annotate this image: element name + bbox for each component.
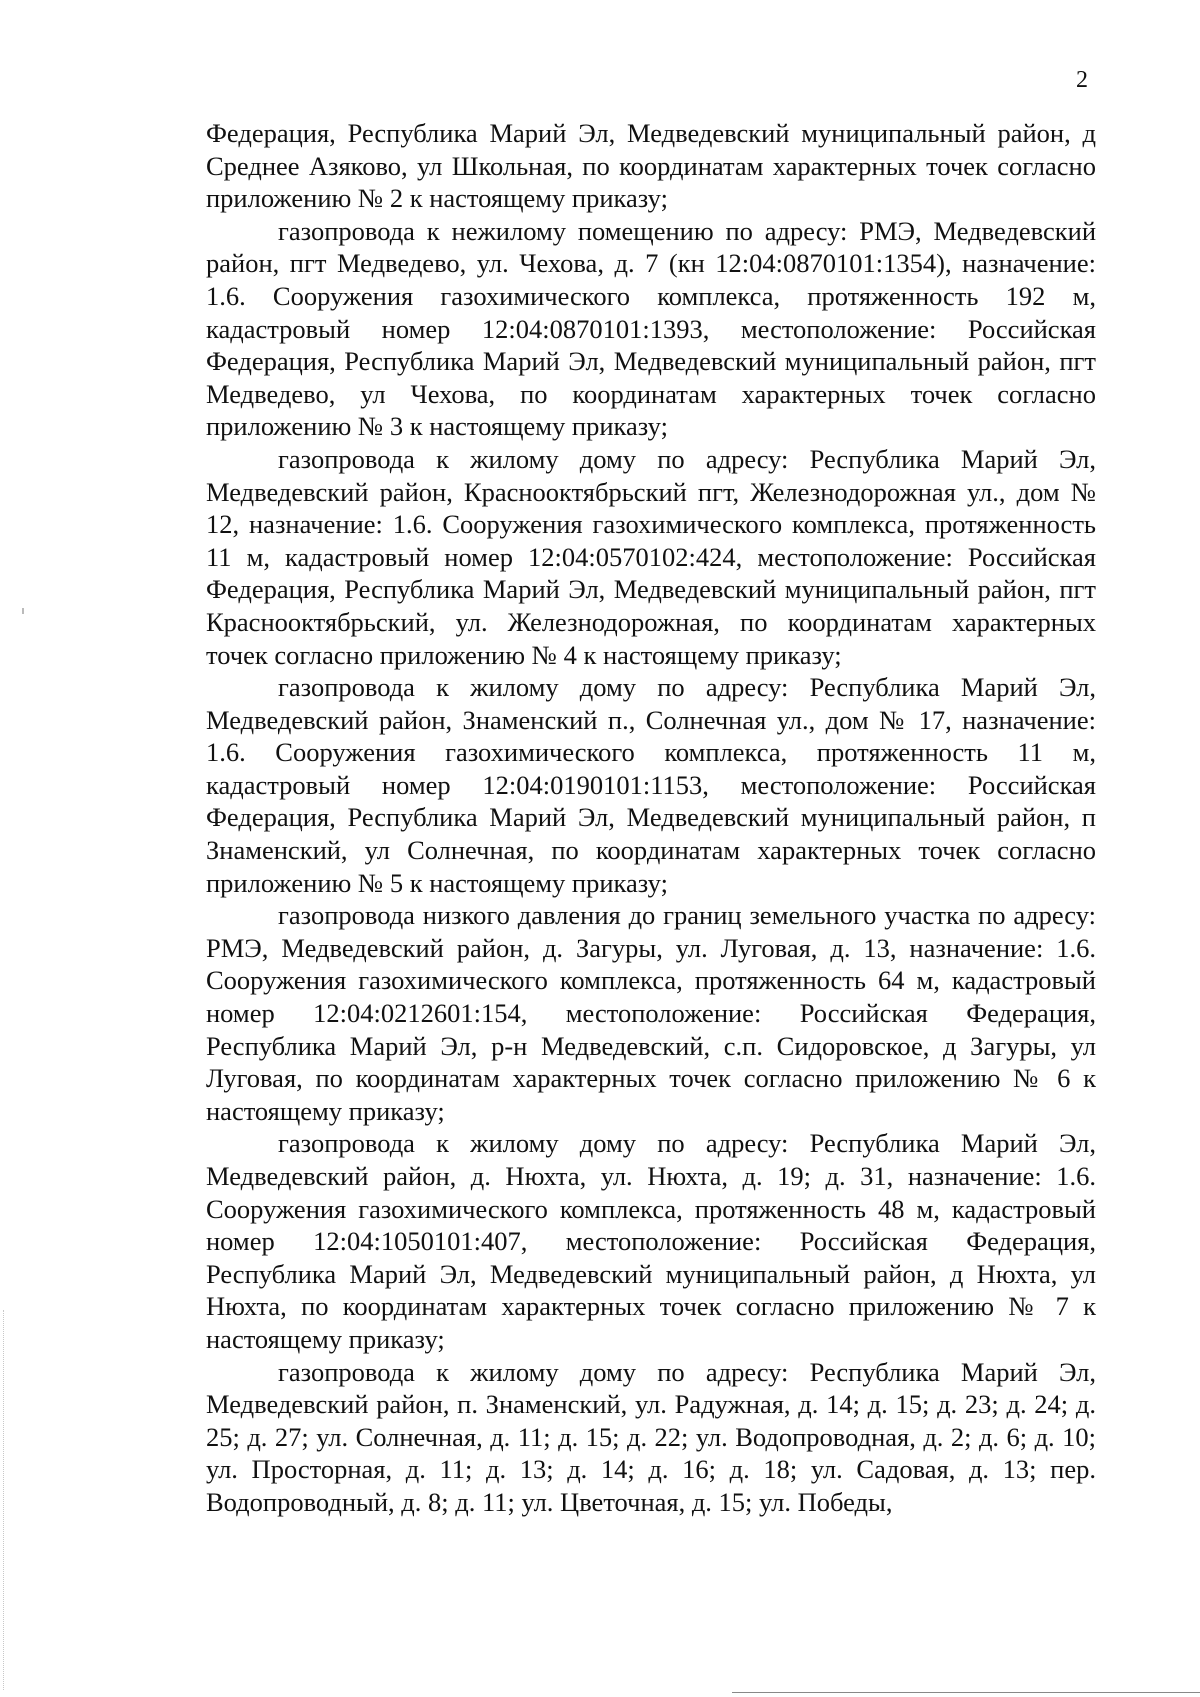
- scan-margin-dashes: [3, 1310, 5, 1690]
- document-body: [206, 117, 1096, 1519]
- paragraph-gas-pipeline-solnechnaya: газопровода к жилому дому по адресу: Республика Марий Эл, Медведевский район, Знаменский п., Солнечная ул., дом № 17, назначение: 1.6. Сооружения газохимического комплекса, протяженность 11 м, кадастровый номер 12:04:0190101:1153, местоположение: Российская Федерация, Республика Марий Эл, Медведевский муниципальный район, п Знаменский, ул Солнечная, по координатам характерных точек согласно приложению № 5 к настоящему приказу;: [206, 672, 1096, 898]
- paragraph-gas-pipeline-zagury: газопровода низкого давления до границ земельного участка по адресу: РМЭ, Медведевский район, д. Загуры, ул. Луговая, д. 13, назначение: 1.6. Сооружения газохимического комплекса, протяженность 64 м, кадастровый номер 12:04:0212601:154, местоположение: Российская Федерация, Республика Марий Эл, р-н Медведевский, с.п. Сидоровское, д Загуры, ул Луговая, по координатам характерных точек согласно приложению № 6 к настоящему приказу;: [206, 900, 1096, 1126]
- paragraph-continued: Федерация, Республика Марий Эл, Медведевский муниципальный район, д Среднее Азяково, ул Школьная, по координатам характерных точек согласно приложению № 2 к настоящему приказу;: [206, 118, 1096, 214]
- bottom-rule: [732, 1692, 1200, 1693]
- paragraph-gas-pipeline-nyukhta: газопровода к жилому дому по адресу: Республика Марий Эл, Медведевский район, д. Нюхта, ул. Нюхта, д. 19; д. 31, назначение: 1.6. Сооружения газохимического комплекса, протяженность 48 м, кадастровый номер 12:04:1050101:407, местоположение: Российская Федерация, Республика Марий Эл, Медведевский муниципальный район, д Нюхта, ул Нюхта, по координатам характерных точек согласно приложению № 7 к настоящему приказу;: [206, 1128, 1096, 1354]
- paragraph-gas-pipeline-znamensky: газопровода к жилому дому по адресу: Республика Марий Эл, Медведевский район, п. Знаменский, ул. Радужная, д. 14; д. 15; д. 23; д. 24; д. 25; д. 27; ул. Солнечная, д. 11; д. 15; д. 22; ул. Водопроводная, д. 2; д. 6; д. 10; ул. Просторная, д. 11; д. 13; д. 14; д. 16; д. 18; ул. Садовая, д. 13; пер. Водопроводный, д. 8; д. 11; ул. Цветочная, д. 15; ул. Победы,: [206, 1356, 1096, 1517]
- paragraph-gas-pipeline-chekhova: газопровода к нежилому помещению по адресу: РМЭ, Медведевский район, пгт Медведево, ул. Чехова, д. 7 (кн 12:04:0870101:1354), назначение: 1.6. Сооружения газохимического комплекса, протяженность 192 м, кадастровый номер 12:04:0870101:1393, местоположение: Российская Федерация, Республика Марий Эл, Медведевский муниципальный район, пгт Медведево, ул Чехова, по координатам характерных точек согласно приложению № 3 к настоящему приказу;: [206, 215, 1096, 442]
- paragraph-gas-pipeline-zheleznodorozhnaya: газопровода к жилому дому по адресу: Республика Марий Эл, Медведевский район, Краснооктябрьский пгт, Железнодорожная ул., дом № 12, назначение: 1.6. Сооружения газохимического комплекса, протяженность 11 м, кадастровый номер 12:04:0570102:424, местоположение: Российская Федерация, Республика Марий Эл, Медведевский муниципальный район, пгт Краснооктябрьский, ул. Железнодорожная, по координатам характерных точек согласно приложению № 4 к настоящему приказу;: [206, 443, 1096, 670]
- page-number: 2: [1076, 67, 1088, 93]
- scan-margin-mark: [22, 608, 24, 614]
